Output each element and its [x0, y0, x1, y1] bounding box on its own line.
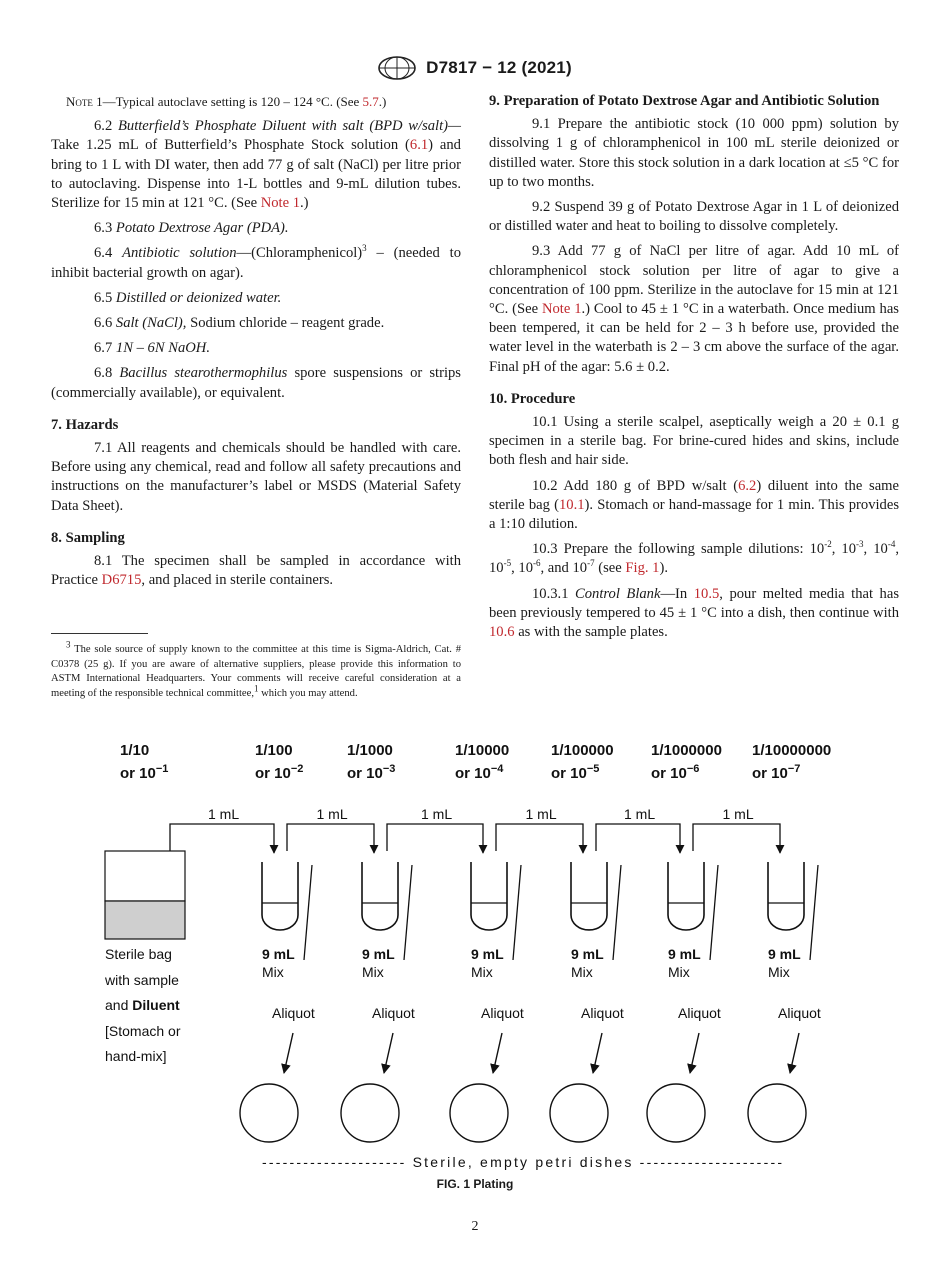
- dilution-power-label: or $10^{-1}$: [120, 763, 169, 782]
- para-6-5: 6.5 Distilled or deionized water.: [94, 289, 282, 306]
- footnote-3: $^3$ The sole source of supply known to the committee at this time is Sigma-Aldrich, Cat. # C0378 (25 g). If you are aware of alternative suppliers, please provide this information to ASTM International Headquarters. Your comments will receive careful consideration at a meeting of the responsible technical committee,$^1$ which you may attend.: [51, 639, 461, 699]
- petri-dish: [647, 1084, 705, 1142]
- heading-preparation: 9. Preparation of Potato Dextrose Agar and Antibiotic Solution: [489, 93, 880, 109]
- aliquot-arrow: [690, 1033, 699, 1073]
- petri-dish-label: --------------------- Sterile, empty petri dishes ---------------------: [262, 1154, 783, 1170]
- petri-dish: [748, 1084, 806, 1142]
- para-10-3: 10.3 Prepare the following sample dilutions: $10^{-2}$, $10^{-3}$, $10^{-4}$, $10^{-5}$, $10^{-6}$, and $10^{-7}$ (see Fig. 1).: [489, 539, 900, 577]
- aliquot-arrow: [790, 1033, 799, 1073]
- link-fig-1[interactable]: Fig. 1: [625, 560, 660, 577]
- note-1: Note 1—Typical autoclave setting is 120 – 124 °C. (See 5.7.): [66, 94, 387, 109]
- figure-plating: [0, 735, 950, 1195]
- page-header: [0, 56, 950, 80]
- para-6-7: 6.7 1N – 6N NaOH.: [94, 340, 210, 357]
- dilution-ratio-label: 1/100: [255, 742, 293, 759]
- para-7-1: 7.1 All reagents and chemicals should be handled with care. Before using any chemical, read and follow all safety precautions and instructions on the manufacturer’s label or MSDS (Material Safety Data Sheet).: [51, 440, 461, 514]
- para-6-6: 6.6 Salt (NaCl), Sodium chloride – reagent grade.: [94, 315, 385, 332]
- sterile-bag-label: hand-mix]: [105, 1048, 167, 1064]
- aliquot-label: Aliquot: [581, 1005, 624, 1021]
- page-number: 2: [471, 1219, 479, 1234]
- aliquot-label: Aliquot: [678, 1005, 721, 1021]
- dilution-tube: [262, 862, 298, 930]
- dilution-tube: [471, 862, 507, 930]
- dilution-ratio-label: 1/10000: [455, 742, 510, 759]
- heading-procedure: 10. Procedure: [489, 390, 576, 407]
- left-column: [51, 92, 461, 596]
- sterile-bag-diluent: [105, 901, 185, 939]
- figure-caption: FIG. 1 Plating: [436, 1177, 514, 1191]
- sterile-bag-label: and Diluent: [105, 997, 180, 1013]
- transfer-label: 1 mL: [624, 806, 656, 822]
- aliquot-arrow: [593, 1033, 602, 1073]
- aliquot-line: [613, 865, 621, 960]
- para-6-4: 6.4 Antibiotic solution—(Chloramphenicol)$^3$ – (needed to inhibit bacterial growth on agar).: [51, 243, 461, 281]
- link-6-2[interactable]: 6.2: [738, 477, 757, 494]
- para-6-2: 6.2 Butterfield’s Phosphate Diluent with salt (BPD w/salt)— Take 1.25 mL of Butterfield’s Phosphate Stock solution (6.1) and bring to 1 L with DI water, then add 77 g of salt (NaCl) per litre prior to autoclaving. Dispense into 1-L bottles and 9-mL dilution tubes. Sterilize for 15 min at 121 °C. (See Note 1.): [51, 118, 461, 212]
- dilution-tube: [668, 862, 704, 930]
- transfer-label: 1 mL: [316, 806, 348, 822]
- aliquot-line: [513, 865, 521, 960]
- tube-mix-label: Mix: [668, 964, 690, 980]
- transfer-arrow: [693, 824, 780, 853]
- tube-mix-label: Mix: [471, 964, 493, 980]
- transfer-label: 1 mL: [208, 806, 240, 822]
- dilution-power-label: or $10^{-7}$: [752, 763, 801, 782]
- dilution-tube: [768, 862, 804, 930]
- para-9-2: 9.2 Suspend 39 g of Potato Dextrose Agar in 1 L of deionized or distilled water and heat to boiling to dissolve completely.: [489, 199, 899, 235]
- tube-volume-label: 9 mL: [262, 946, 295, 962]
- transfer-arrow: [496, 824, 583, 853]
- dilution-power-label: or $10^{-5}$: [551, 763, 600, 782]
- tube-mix-label: Mix: [768, 964, 790, 980]
- dilution-power-label: or $10^{-4}$: [455, 763, 504, 782]
- sterile-bag-label: [Stomach or: [105, 1023, 181, 1039]
- sterile-bag-label: Sterile bag: [105, 946, 172, 962]
- aliquot-arrow: [493, 1033, 502, 1073]
- tube-mix-label: Mix: [362, 964, 384, 980]
- aliquot-line: [304, 865, 312, 960]
- heading-hazards: 7. Hazards: [51, 416, 119, 433]
- plating-diagram: [0, 735, 950, 1175]
- tube-mix-label: Mix: [262, 964, 284, 980]
- transfer-label: 1 mL: [525, 806, 557, 822]
- transfer-arrow: [596, 824, 680, 853]
- petri-dish: [240, 1084, 298, 1142]
- para-10-1: 10.1 Using a sterile scalpel, aseptically weigh a 20 ± 0.1 g specimen in a sterile bag. For brine-cured hides and skins, include both flesh and hair side.: [489, 414, 899, 469]
- dilution-ratio-label: 1/1000000: [651, 742, 722, 759]
- tube-volume-label: 9 mL: [571, 946, 604, 962]
- aliquot-label: Aliquot: [481, 1005, 524, 1021]
- para-9-1: 9.1 Prepare the antibiotic stock (10 000 ppm) solution by dissolving 1 g of chloramphenicol in 100 mL sterile deionized or distilled water. Store this stock solution in a dark location at ≤5 °C for up to two months.: [489, 116, 899, 190]
- document-id: D7817 − 12 (2021): [426, 58, 572, 77]
- transfer-arrow: [387, 824, 483, 853]
- aliquot-arrow: [384, 1033, 393, 1073]
- tube-volume-label: 9 mL: [668, 946, 701, 962]
- sterile-bag-top: [105, 851, 185, 901]
- link-note-1[interactable]: Note 1: [541, 301, 582, 318]
- dilution-ratio-label: 1/10000000: [752, 742, 832, 759]
- petri-dish: [450, 1084, 508, 1142]
- tube-mix-label: Mix: [571, 964, 593, 980]
- para-8-1: 8.1 The specimen shall be sampled in accordance with Practice D6715, and placed in sterile containers.: [51, 553, 461, 589]
- aliquot-line: [810, 865, 818, 960]
- para-9-3: 9.3 Add 77 g of NaCl per litre of agar. Add 10 mL of chloramphenicol stock solution per litre of agar to give a concentration of 100 ppm. Sterilize in the autoclave for 15 min at 121 °C. (See Note 1.) Cool to 45 ± 1 °C in a waterbath. Once medium has been tempered, it can be held for 2 – 3 h before use, provided the water level in the waterbath is 2 – 3 cm above the surface of the agar. Final pH of the agar: 5.6 ± 0.2.: [489, 243, 899, 375]
- aliquot-label: Aliquot: [272, 1005, 315, 1021]
- aliquot-line: [404, 865, 412, 960]
- sterile-bag-label: with sample: [105, 972, 179, 988]
- dilution-tube: [362, 862, 398, 930]
- aliquot-line: [710, 865, 718, 960]
- transfer-label: 1 mL: [722, 806, 754, 822]
- para-6-8: 6.8 Bacillus stearothermophilus spore suspensions or strips (commercially available), or equivalent.: [51, 365, 461, 401]
- dilution-ratio-label: 1/100000: [551, 742, 614, 759]
- dilution-ratio-label: 1/10: [120, 742, 150, 759]
- para-6-3: 6.3 Potato Dextrose Agar (PDA).: [94, 220, 289, 237]
- heading-sampling: 8. Sampling: [51, 529, 125, 546]
- tube-volume-label: 9 mL: [471, 946, 504, 962]
- astm-logo: [378, 56, 416, 80]
- link-note-1[interactable]: Note 1: [260, 195, 301, 212]
- tube-volume-label: 9 mL: [768, 946, 801, 962]
- dilution-power-label: or $10^{-2}$: [255, 763, 304, 782]
- petri-dish: [341, 1084, 399, 1142]
- aliquot-arrow: [284, 1033, 293, 1073]
- dilution-power-label: or $10^{-3}$: [347, 763, 396, 782]
- aliquot-label: Aliquot: [778, 1005, 821, 1021]
- link-6-1[interactable]: 6.1: [409, 137, 429, 154]
- transfer-arrow: [287, 824, 374, 853]
- link-10-6[interactable]: 10.6: [489, 624, 515, 641]
- transfer-arrow: [170, 824, 274, 853]
- right-column: [489, 92, 899, 648]
- para-10-3-1: 10.3.1 Control Blank—In 10.5, pour melted media that has been previously tempered to 45 ± 1 °C into a dish, then continue with 10.6 as with the sample plates.: [489, 585, 899, 641]
- link-10-1[interactable]: 10.1: [558, 496, 585, 513]
- footnote-rule: [51, 633, 148, 634]
- aliquot-label: Aliquot: [372, 1005, 415, 1021]
- link-d6715[interactable]: D6715: [101, 572, 142, 589]
- tube-volume-label: 9 mL: [362, 946, 395, 962]
- link-10-5[interactable]: 10.5: [693, 585, 720, 602]
- transfer-label: 1 mL: [421, 806, 453, 822]
- link-5-7[interactable]: 5.7: [362, 94, 379, 109]
- para-10-2: 10.2 Add 180 g of BPD w/salt (6.2) diluent into the same sterile bag (10.1). Stomach or hand-massage for 1 min. This provides a 1:10 dilution.: [489, 477, 899, 533]
- dilution-ratio-label: 1/1000: [347, 742, 393, 759]
- dilution-power-label: or $10^{-6}$: [651, 763, 700, 782]
- petri-dish: [550, 1084, 608, 1142]
- dilution-tube: [571, 862, 607, 930]
